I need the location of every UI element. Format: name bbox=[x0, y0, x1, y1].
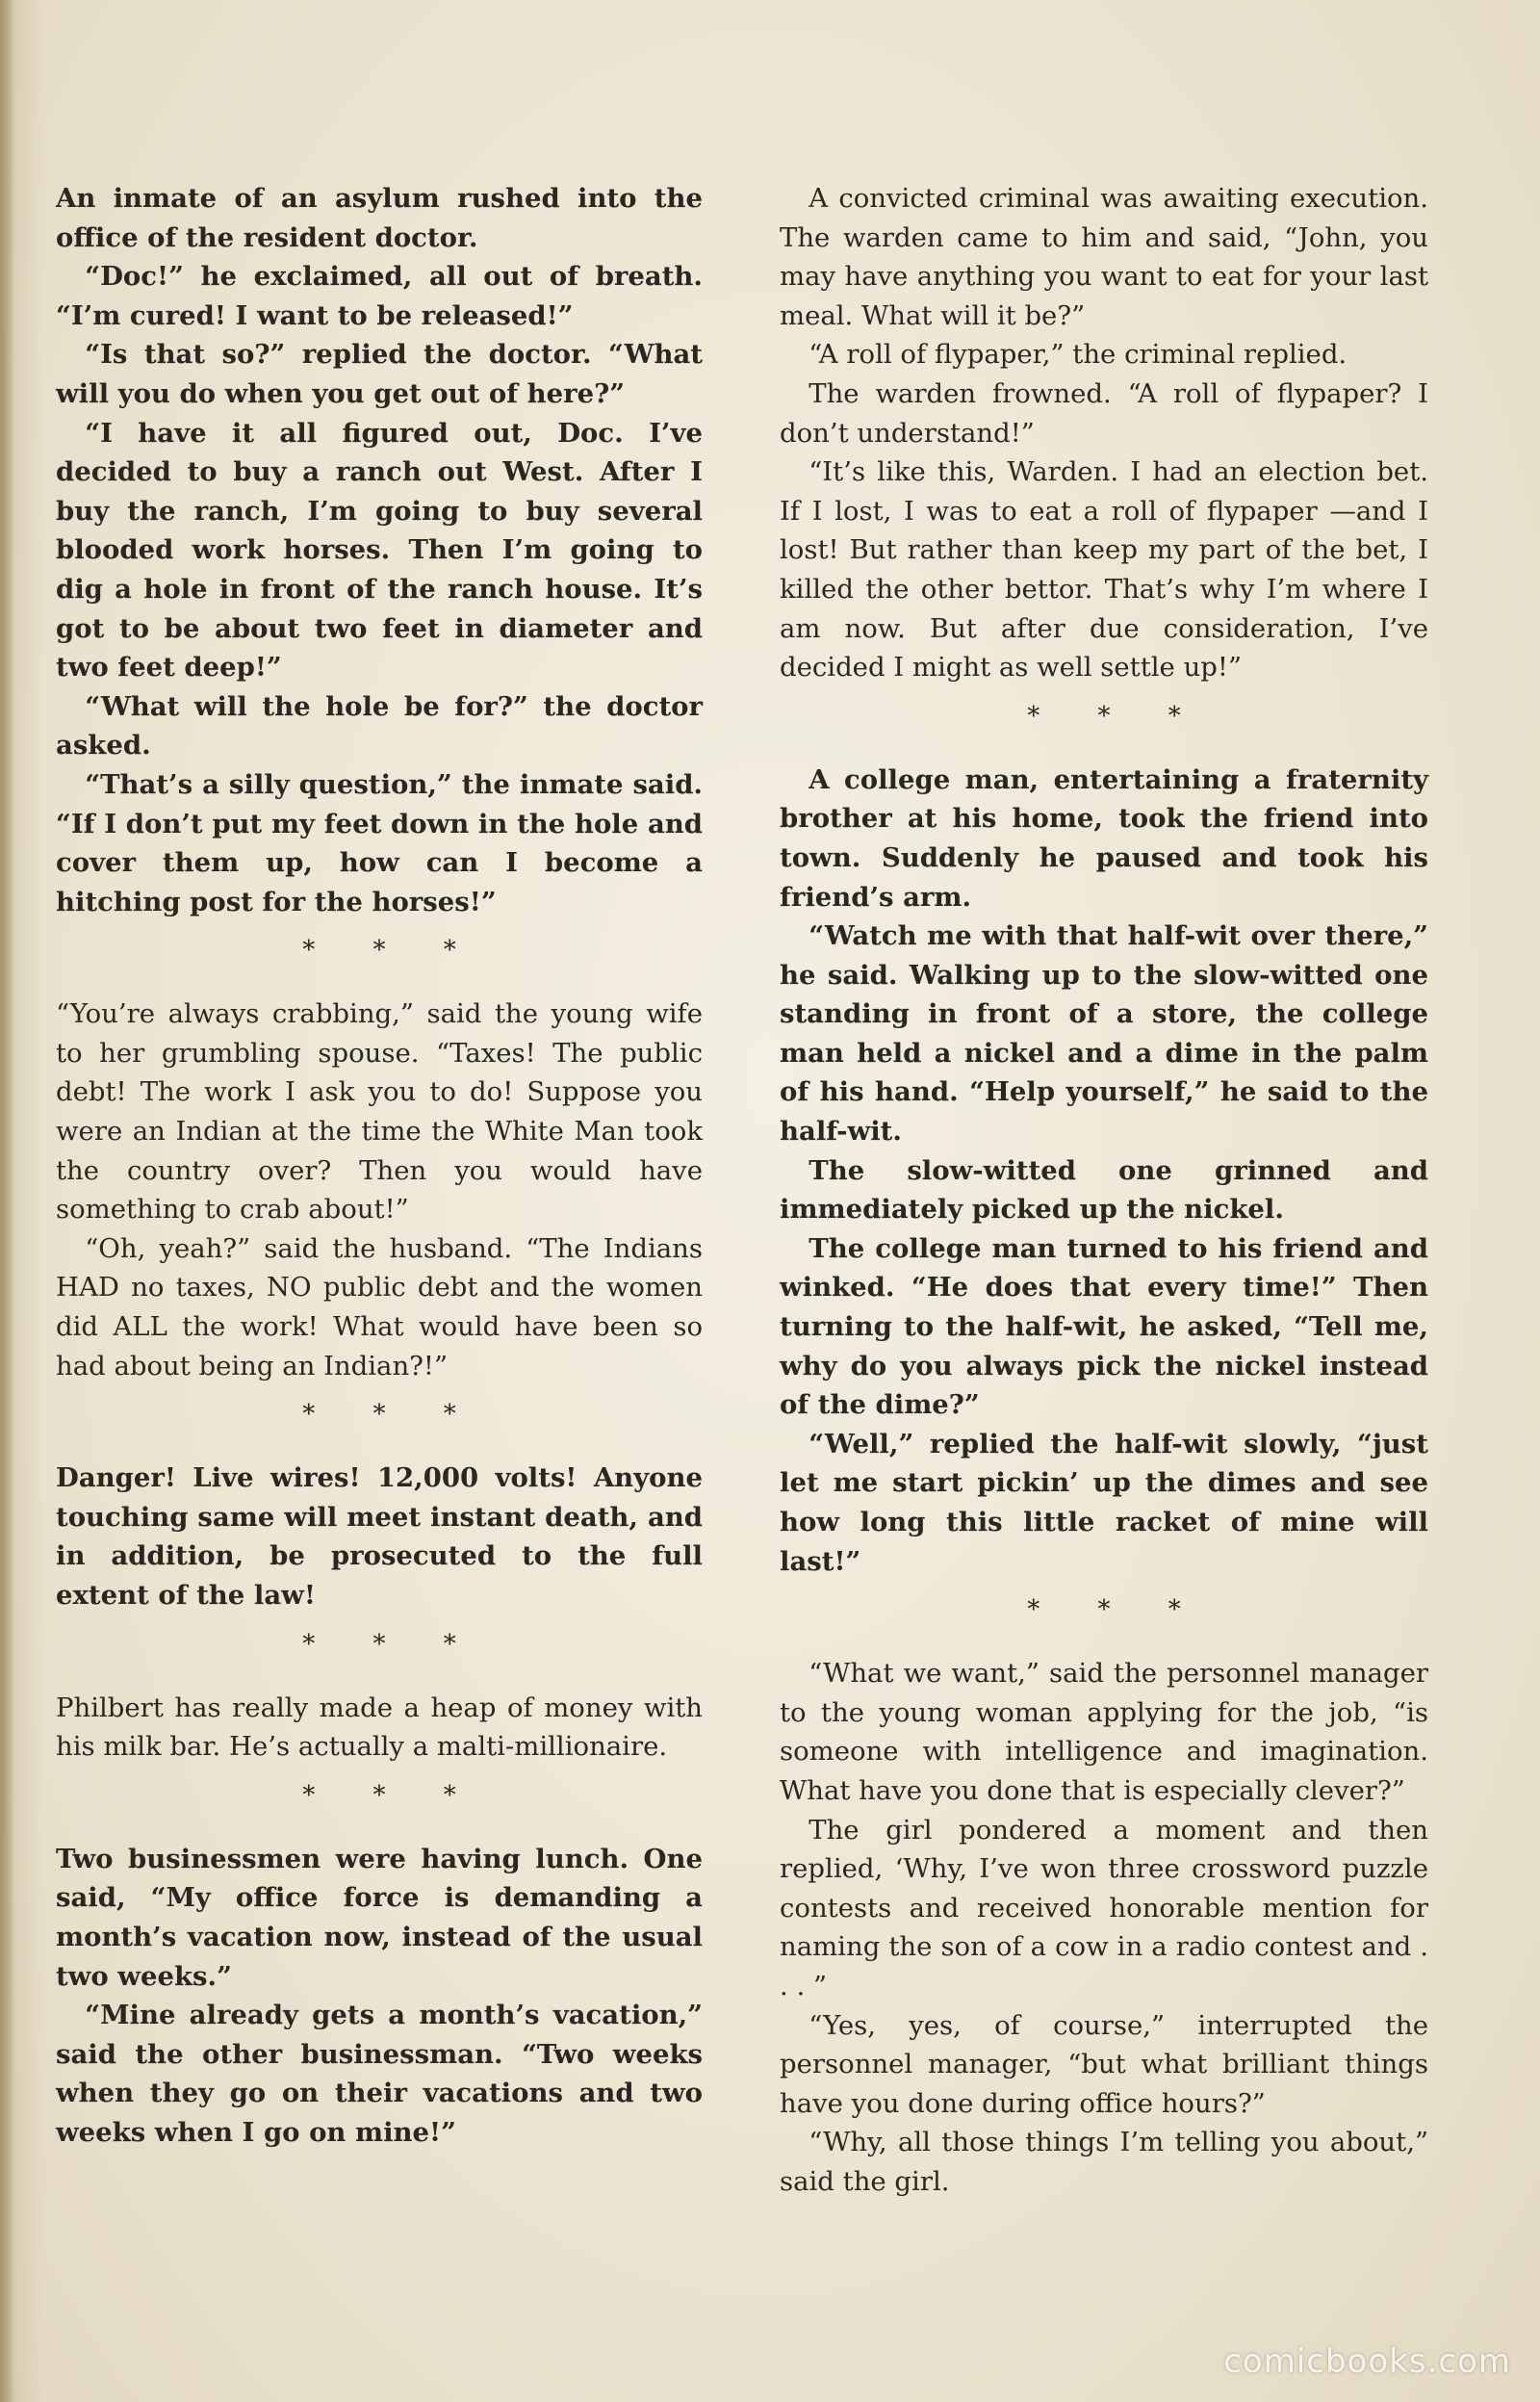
paragraph: The slow-witted one grinned and immediately picked up the nickel. bbox=[780, 1154, 1428, 1226]
joke-personnel-manager bbox=[780, 1654, 1428, 2201]
joke-live-wires bbox=[56, 1459, 703, 1614]
paragraph: “Doc!” he exclaimed, all out of breath. “I’m cured! I want to be released!” bbox=[56, 261, 703, 331]
separator: * * * bbox=[302, 1629, 481, 1659]
paragraph: “Mine already gets a month’s vacation,” said the other businessman. “Two weeks when they go on their vacations and two weeks when I go on mine!” bbox=[56, 2000, 703, 2148]
paragraph: “I have it all figured out, Doc. I’ve decided to buy a ranch out West. After I buy the ranch, I’m going to buy several blooded work horses. Then I’m going to dig a hole in front of the ranch house. It’s got to be about two feet in diameter and two feet deep!” bbox=[56, 417, 703, 684]
paragraph: “A roll of flypaper,” the criminal replied. bbox=[808, 339, 1348, 371]
joke-businessmen bbox=[56, 1840, 703, 2153]
paragraph: Two businessmen were having lunch. One said, “My office force is demanding a month’s vacation now, instead of the usual two weeks.” bbox=[56, 1843, 703, 1992]
left-column bbox=[56, 179, 703, 2153]
paragraph: “Watch me with that half-wit over there,” he said. Walking up to the slow-witted one standing in front of a store, the college man held a nickel and a dime in the palm of his hand. “Help yourself,” he said to the half-wit. bbox=[780, 920, 1428, 1148]
paragraph: “Is that so?” replied the doctor. “What will you do when you get out of here?” bbox=[56, 339, 703, 409]
separator: * * * bbox=[302, 1780, 481, 1810]
paragraph: “Well,” replied the half-wit slowly, “just let me start pickin’ up the dimes and see how long this little racket of mine will last!” bbox=[780, 1428, 1428, 1577]
paragraph: Danger! Live wires! 12,000 volts! Anyone touching same will meet instant death, and in addition, be prosecuted to the full extent of the law! bbox=[56, 1462, 703, 1611]
joke-crabbing-wife bbox=[56, 994, 703, 1385]
separator: * * * bbox=[302, 936, 481, 966]
paragraph: A convicted criminal was awaiting execution. The warden came to him and said, “John, you may have anything you want to eat for your last meal. What will it be?” bbox=[780, 183, 1428, 331]
paragraph: The warden frowned. “A roll of flypaper? I don’t understand!” bbox=[780, 377, 1428, 449]
paragraph: “What will the hole be for?” the doctor asked. bbox=[56, 690, 703, 762]
right-column bbox=[780, 179, 1428, 2202]
paragraph: Philbert has really made a heap of money with his milk bar. He’s actually a malti-millionaire. bbox=[56, 1692, 703, 1763]
paragraph: “Why, all those things I’m telling you about,” said the girl. bbox=[780, 2127, 1428, 2197]
watermark: comicbooks.com bbox=[1223, 2342, 1511, 2381]
paragraph: “Oh, yeah?” said the husband. “The Indians HAD no taxes, NO public debt and the women did ALL the work! What would have been so had about being an Indian?!” bbox=[56, 1232, 703, 1382]
paragraph: A college man, entertaining a fraternity brother at his home, took the friend into town. Suddenly he paused and took his friend’s arm. bbox=[780, 763, 1428, 913]
paragraph: The girl pondered a moment and then replied, ‘Why, I’ve won three crossword puzzle contests and received honorable mention for naming the son of a cow in a radio contest and . . . ” bbox=[780, 1814, 1428, 2002]
separator: * * * bbox=[1027, 701, 1206, 731]
joke-flypaper bbox=[780, 179, 1428, 687]
joke-half-wit bbox=[780, 761, 1428, 1581]
paragraph: An inmate of an asylum rushed into the office of the resident doctor. bbox=[56, 183, 703, 253]
separator: * * * bbox=[302, 1400, 481, 1430]
joke-milk-bar bbox=[56, 1689, 703, 1767]
paragraph: “You’re always crabbing,” said the young wife to her grumbling spouse. “Taxes! The public debt! The work I ask you to do! Suppose you were an Indian at the time the White Man took the country over? Then you would have something to crab about!” bbox=[56, 998, 703, 1226]
paragraph: “Yes, yes, of course,” interrupted the personnel manager, “but what brilliant things have you done during office hours?” bbox=[780, 2009, 1428, 2119]
paragraph: “It’s like this, Warden. I had an election bet. If I lost, I was to eat a roll of flypaper —and I lost! But rather than keep my part of the bet, I killed the other bettor. That’s why I’m where I am now. But after due consideration, I’ve decided I might as well settle up!” bbox=[780, 456, 1428, 684]
paragraph: The college man turned to his friend and winked. “He does that every time!” Then turning to the half-wit, he asked, “Tell me, why do you always pick the nickel instead of the dime?” bbox=[780, 1232, 1428, 1421]
joke-asylum-inmate bbox=[56, 179, 703, 921]
separator: * * * bbox=[1027, 1595, 1206, 1625]
paragraph: “What we want,” said the personnel manager to the young woman applying for the job, “is someone with intelligence and imagination. What have you done that is especially clever?” bbox=[780, 1658, 1428, 1806]
page-binding-edge bbox=[0, 0, 13, 2402]
paragraph: “That’s a silly question,” the inmate said. “If I don’t put my feet down in the hole and cover them up, how can I become a hitching post for the horses!” bbox=[56, 768, 703, 917]
